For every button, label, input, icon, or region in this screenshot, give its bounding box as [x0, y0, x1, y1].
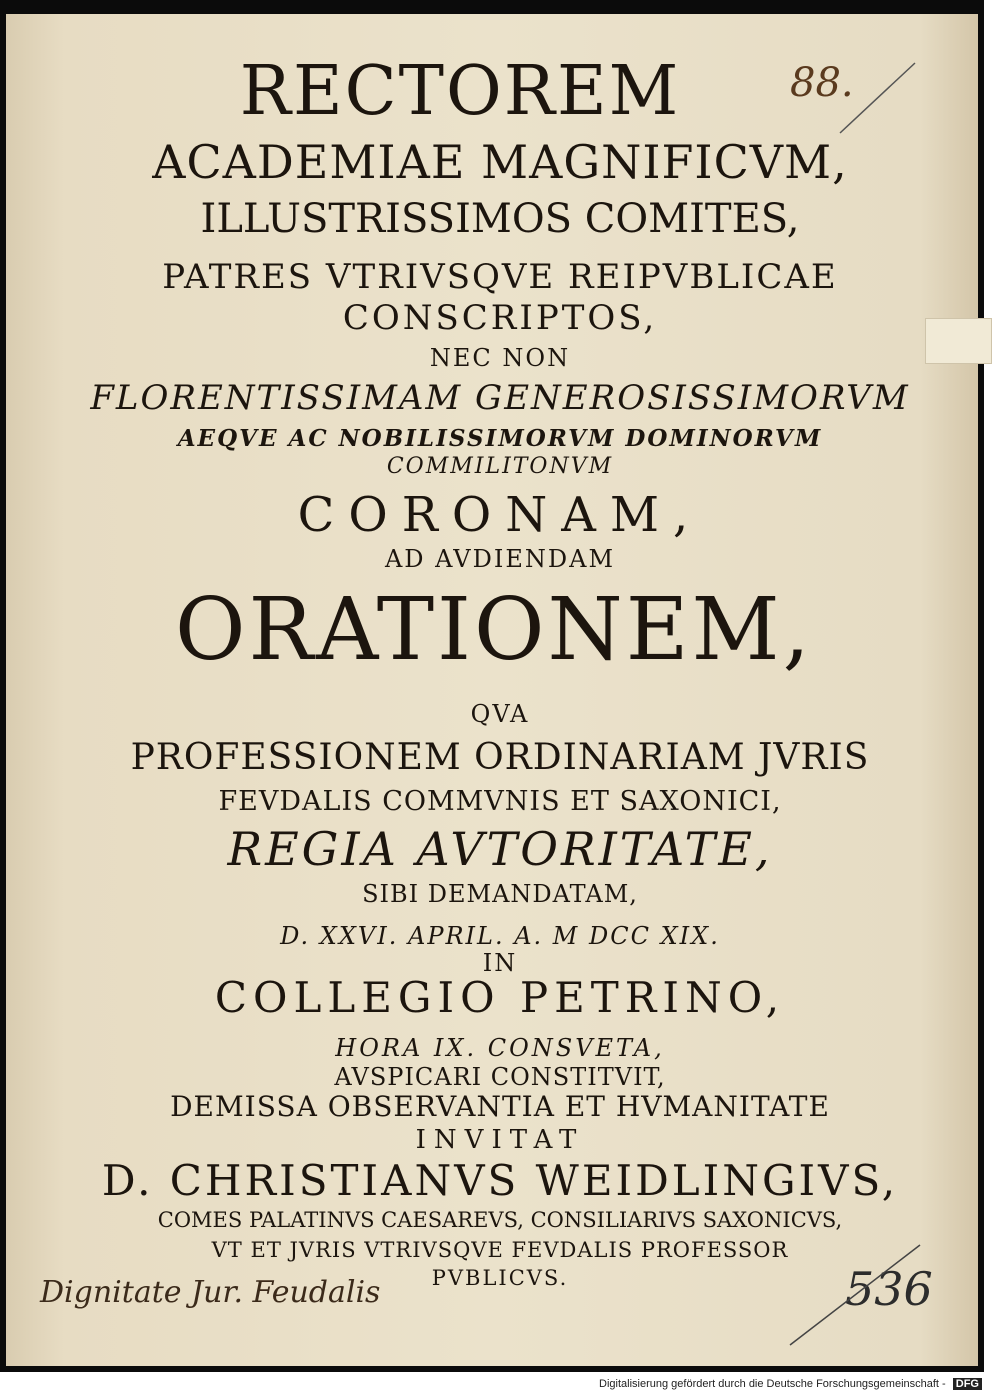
- handwritten-subject: Dignitate Jur. Feudalis: [40, 1275, 381, 1310]
- footer-text: Digitalisierung gefördert durch die Deutsche Forschungsgemeinschaft -: [599, 1378, 946, 1390]
- title-comites: ILLUSTRISSIMOS COMITES,: [200, 196, 800, 242]
- title-aeque: AEQVE AC NOBILISSIMORVM DOMINORVM: [177, 425, 823, 452]
- pencil-stroke-icon: [830, 58, 920, 138]
- digitization-footer: [599, 1378, 982, 1390]
- title-hora: HORA IX. CONSVETA,: [335, 1034, 665, 1062]
- handwritten-shelfmark: 536: [845, 1262, 933, 1316]
- title-comes: COMES PALATINVS CAESAREVS, CONSILIARIVS SAXONICVS,: [157, 1208, 843, 1232]
- handwritten-number: 88.: [790, 60, 854, 106]
- title-publicus: PVBLICVS.: [431, 1266, 569, 1290]
- title-conscriptos: CONSCRIPTOS,: [342, 298, 658, 338]
- title-professionem: PROFESSIONEM ORDINARIAM JVRIS: [130, 737, 870, 778]
- title-qua: QVA: [470, 700, 530, 728]
- title-florentissimam: FLORENTISSIMAM GENEROSISSIMORVM: [90, 378, 910, 418]
- title-coronam: CORONAM,: [297, 487, 703, 543]
- title-in: IN: [482, 949, 518, 977]
- title-feudalis: FEVDALIS COMMVNIS ET SAXONICI,: [218, 786, 782, 817]
- title-nec-non: NEC NON: [429, 344, 571, 372]
- title-weidlingius: D. CHRISTIANVS WEIDLINGIVS,: [101, 1156, 899, 1205]
- title-auspicari: AVSPICARI CONSTITVIT,: [334, 1063, 666, 1091]
- title-regia: REGIA AVTORITATE,: [227, 822, 773, 876]
- title-academiae: ACADEMIAE MAGNIFICVM,: [152, 135, 848, 189]
- title-orationem: ORATIONEM,: [175, 580, 813, 680]
- title-date: D. XXVI. APRIL. A. M DCC XIX.: [280, 922, 720, 950]
- title-rectorem: RECTOREM: [239, 52, 681, 131]
- title-demissa: DEMISSA OBSERVANTIA ET HVMANITATE: [170, 1090, 830, 1123]
- title-ad-audiendam: AD AVDIENDAM: [384, 545, 616, 573]
- title-vt-et: VT ET JVRIS VTRIVSQVE FEVDALIS PROFESSOR: [211, 1238, 789, 1262]
- title-collegio: COLLEGIO PETRINO,: [214, 973, 786, 1022]
- title-commilitonum: COMMILITONVM: [386, 454, 614, 479]
- title-invitat: INVITAT: [415, 1125, 585, 1155]
- pencil-mark-icon: [770, 1240, 930, 1350]
- title-patres: PATRES VTRIVSQVE REIPVBLICAE: [162, 257, 838, 297]
- title-sibi: SIBI DEMANDATAM,: [362, 880, 638, 908]
- dfg-logo: DFG: [953, 1378, 982, 1390]
